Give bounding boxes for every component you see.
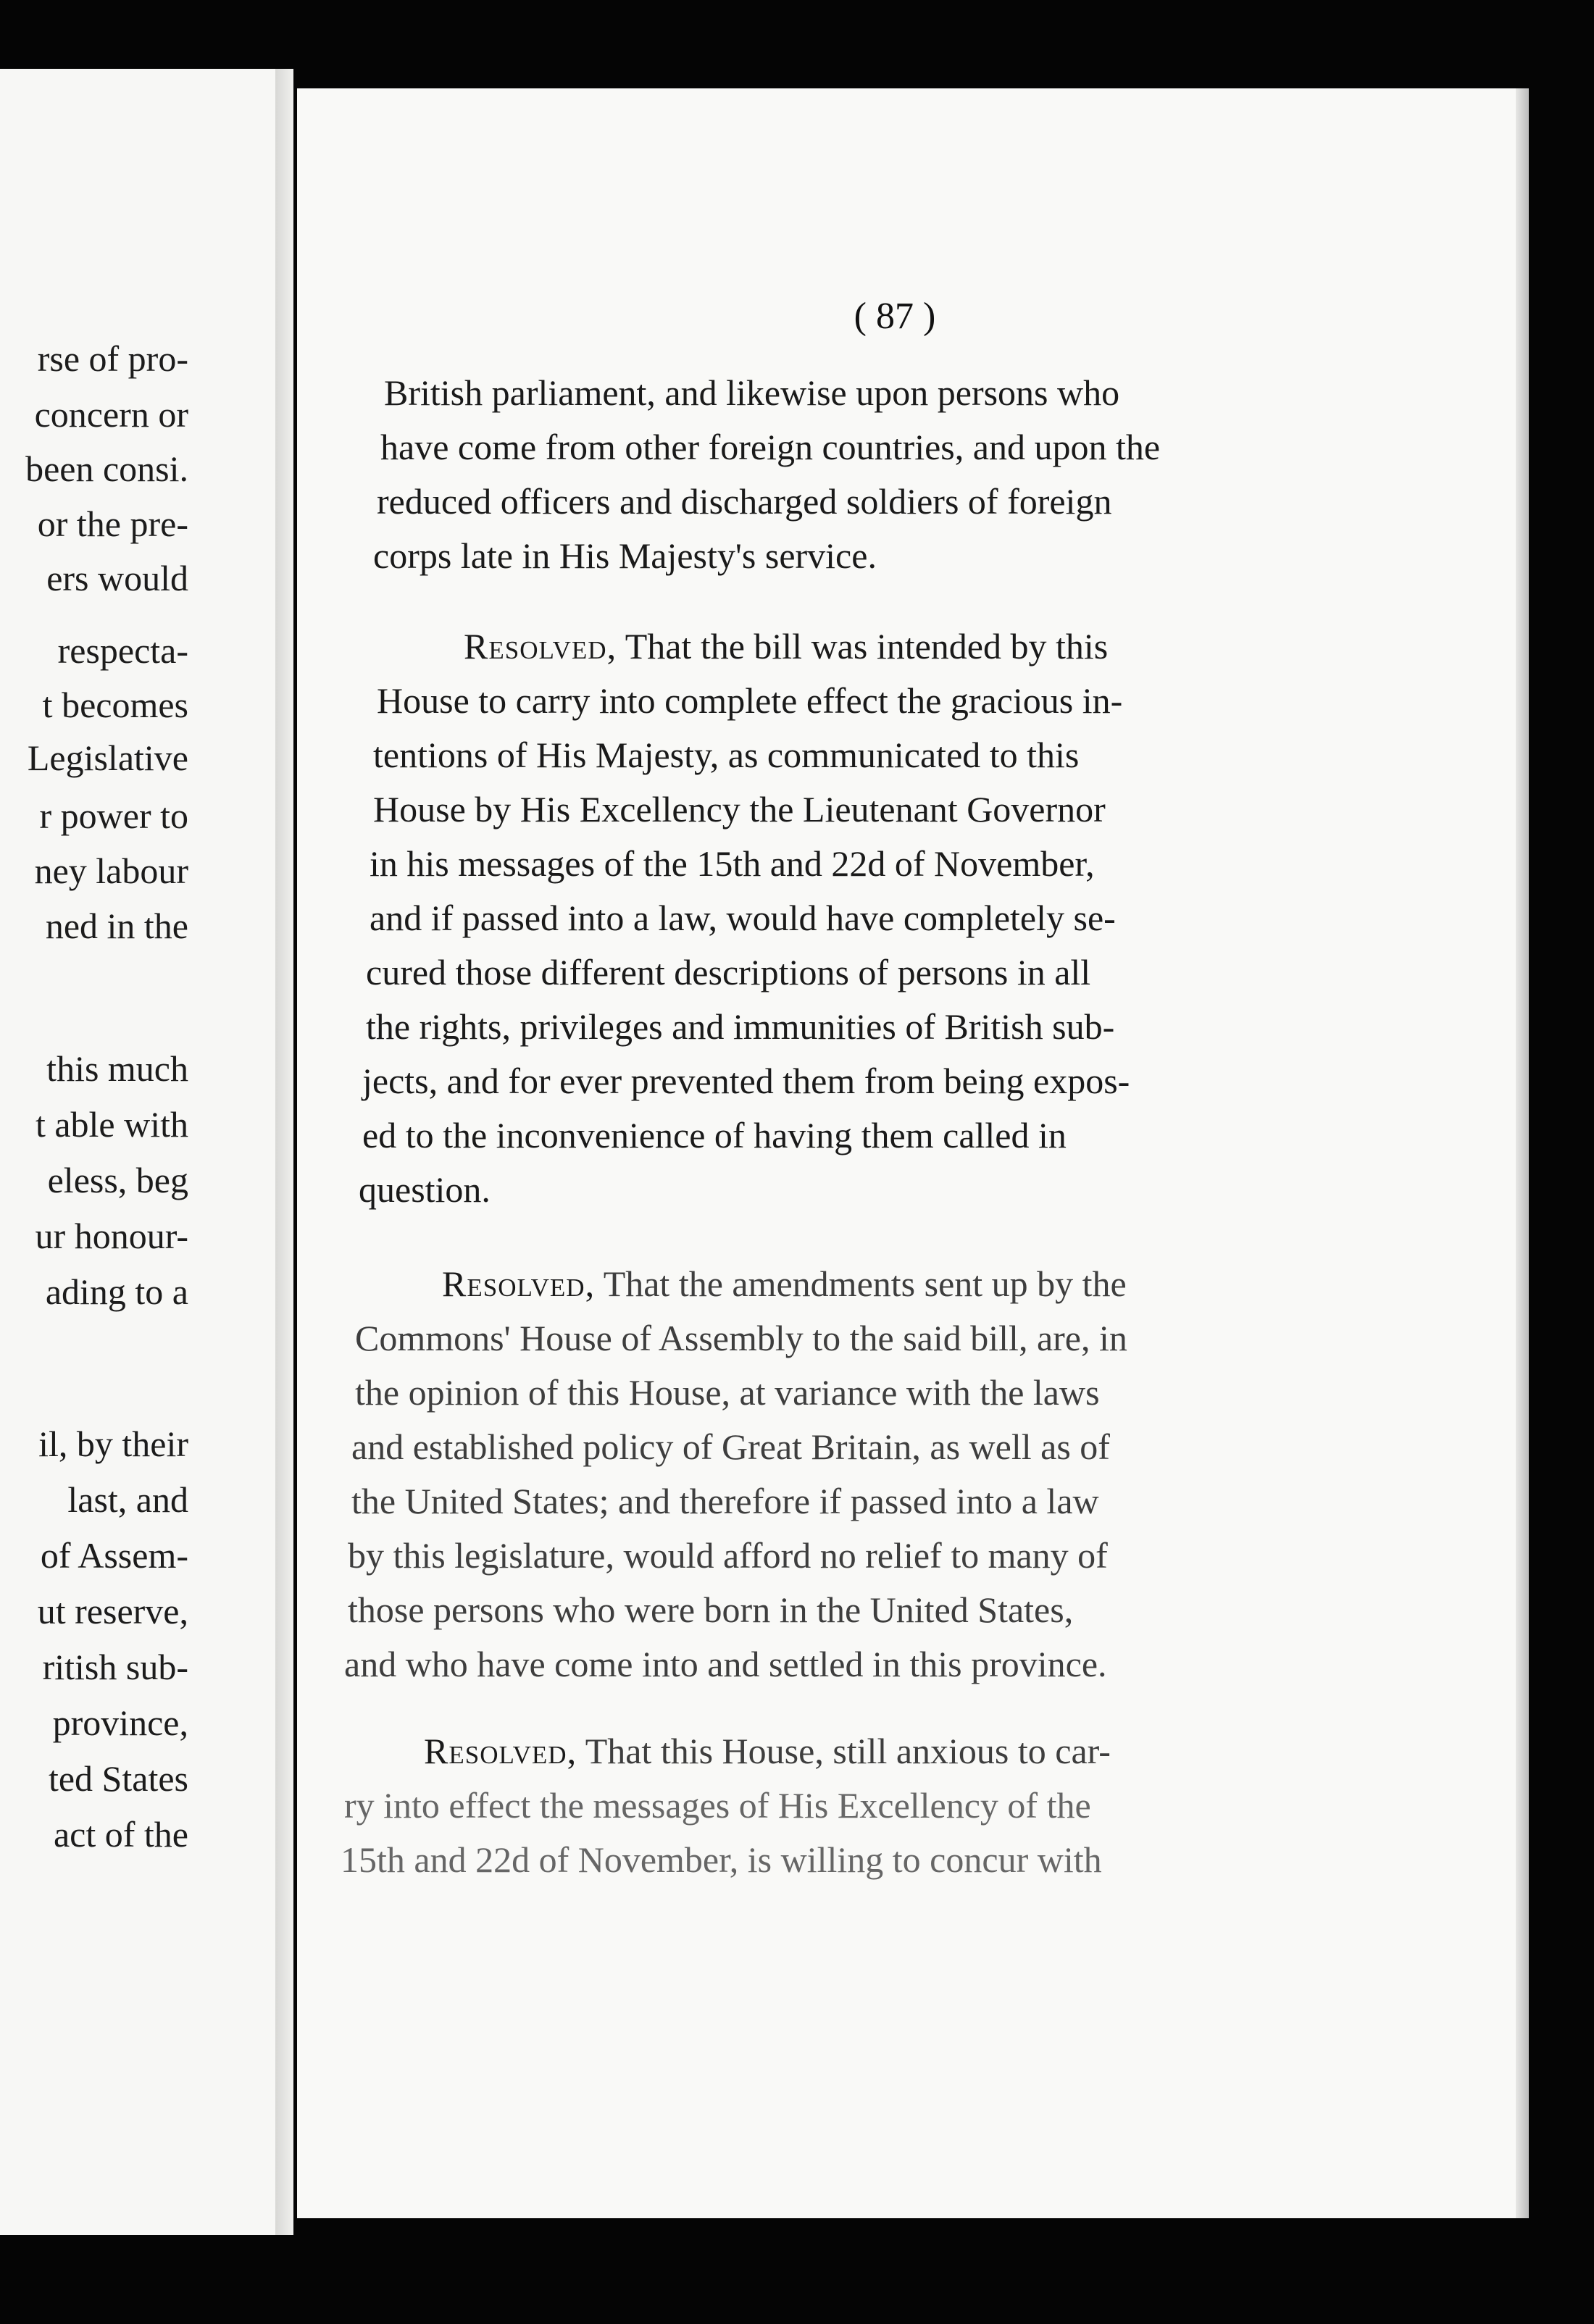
text-line (464, 628, 1108, 664)
text-line: the opinion of this House, at variance with the laws (355, 1372, 1100, 1413)
text-line: ry into effect the messages of His Excellency of the (344, 1785, 1091, 1826)
left-page-line: Legislative (27, 737, 188, 778)
left-page-line: ading to a (45, 1271, 188, 1312)
text-line (424, 1733, 1111, 1769)
text-line: by this legislature, would afford no relief to many of (348, 1535, 1108, 1576)
text-line: ed to the inconvenience of having them called in (362, 1115, 1067, 1155)
text-line: those persons who were born in the United States, (348, 1589, 1074, 1630)
current-page (297, 88, 1529, 2218)
left-page-line: ritish sub- (42, 1647, 188, 1687)
left-page-line: of Assem- (40, 1535, 188, 1576)
text-line: cured those different descriptions of persons in all (366, 952, 1091, 992)
left-page-line: ut reserve, (37, 1591, 188, 1631)
text-fragment: That this House, still anxious to car- (585, 1731, 1111, 1771)
resolved-keyword: Resolved, (442, 1263, 596, 1304)
left-page-line: last, and (67, 1479, 188, 1520)
resolved-keyword: Resolved, (464, 626, 617, 666)
text-line: tentions of His Majesty, as communicated to this (373, 735, 1080, 775)
text-line: and if passed into a law, would have completely se- (370, 898, 1116, 938)
left-page-line: il, by their (38, 1424, 188, 1464)
left-page-line: this much (46, 1048, 188, 1089)
left-page-line: t becomes (42, 685, 188, 725)
text-line: British parliament, and likewise upon persons who (384, 372, 1120, 413)
text-line: corps late in His Majesty's service. (373, 535, 877, 576)
left-page-line: ers would (46, 558, 188, 598)
left-page-line: province, (52, 1702, 188, 1743)
text-line: 15th and 22d of November, is willing to concur with (341, 1839, 1102, 1880)
page-edge-shadow (1516, 88, 1529, 2218)
text-line: Commons' House of Assembly to the said bill, are, in (355, 1318, 1127, 1358)
left-page-line: been consi. (25, 448, 188, 489)
text-fragment: That the amendments sent up by the (603, 1263, 1127, 1304)
previous-page-fragment (0, 69, 275, 2235)
text-line: reduced officers and discharged soldiers of foreign (377, 481, 1112, 522)
text-line: House to carry into complete effect the gracious in- (377, 680, 1123, 721)
text-line: and established policy of Great Britain, as well as of (351, 1426, 1110, 1467)
left-page-line: r power to (39, 795, 188, 836)
left-page-line: concern or (34, 394, 188, 435)
text-line: in his messages of the 15th and 22d of November, (370, 843, 1095, 884)
left-page-line: ney labour (34, 850, 188, 891)
text-fragment: That the bill was intended by this (625, 626, 1109, 666)
left-page-line: ur honour- (35, 1216, 188, 1256)
text-line: question. (359, 1169, 491, 1210)
page-number: ( 87 ) (854, 296, 936, 337)
left-page-line: respecta- (57, 630, 188, 671)
left-page-line: ned in the (45, 906, 188, 946)
text-line: the rights, privileges and immunities of British sub- (366, 1006, 1115, 1047)
left-page-line: act of the (53, 1814, 188, 1855)
text-line: the United States; and therefore if passed into a law (351, 1481, 1099, 1521)
left-page-line: or the pre- (37, 503, 188, 544)
text-line (442, 1263, 1127, 1304)
left-page-line: rse of pro- (37, 338, 188, 379)
resolved-keyword: Resolved, (424, 1731, 577, 1771)
text-line: House by His Excellency the Lieutenant Governor (373, 789, 1106, 829)
book-gutter (275, 69, 293, 2235)
left-page-line: eless, beg (47, 1160, 188, 1200)
text-line: jects, and for ever prevented them from being expos- (362, 1061, 1130, 1101)
left-page-line: ted States (48, 1758, 188, 1799)
text-line: and who have come into and settled in this province. (344, 1644, 1107, 1684)
text-line: have come from other foreign countries, and upon the (380, 427, 1161, 467)
left-page-line: t able with (35, 1104, 188, 1145)
